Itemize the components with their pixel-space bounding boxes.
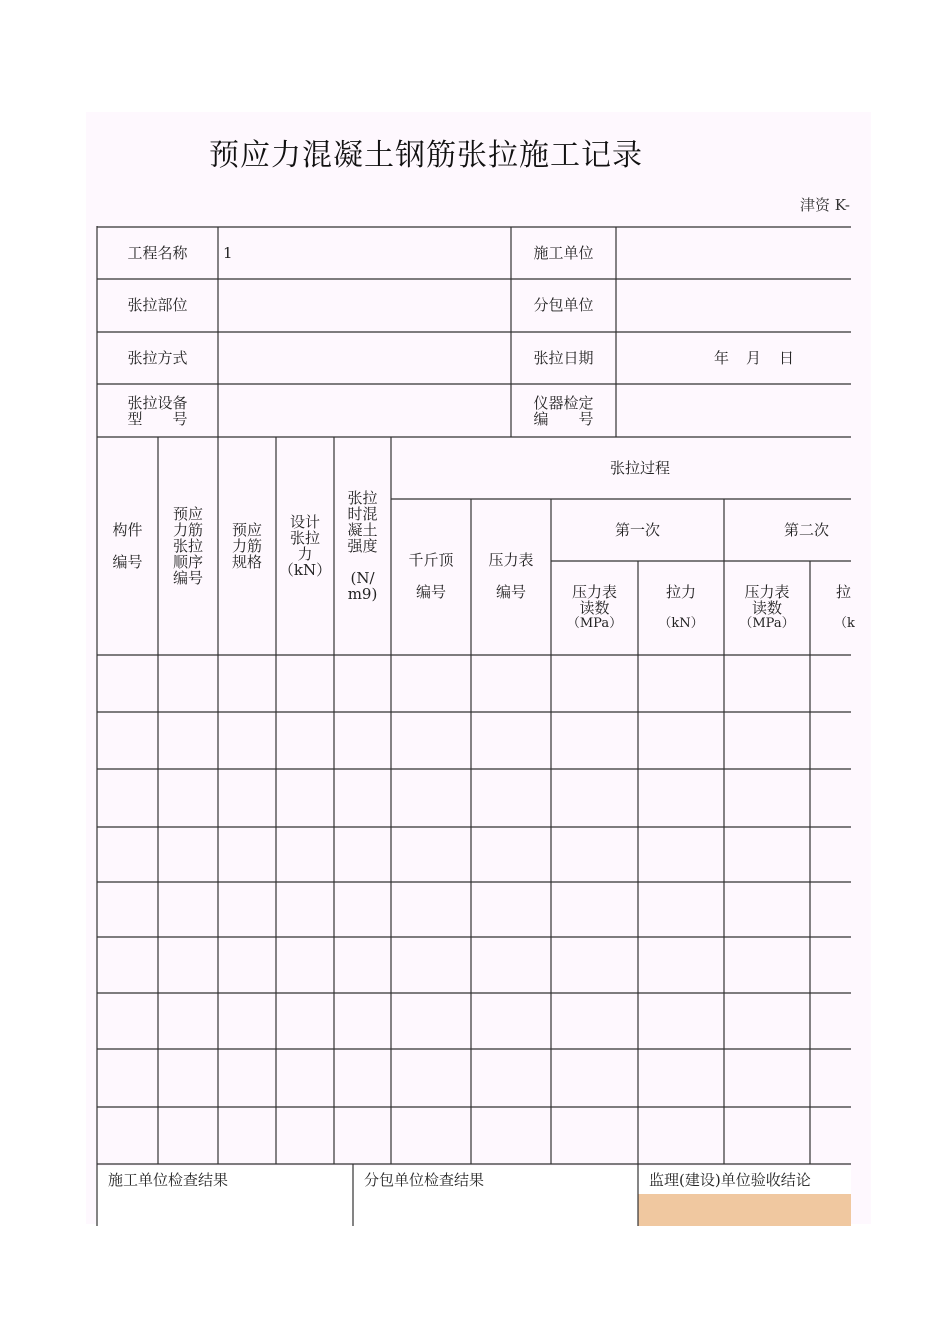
equipment-label-line1: 张拉设备 [127, 394, 188, 412]
second-force-header: 拉 [836, 583, 852, 601]
sequence-header: 顺序 [172, 553, 203, 571]
design-force-header: 力 [297, 545, 313, 563]
instrument-label-line2: 编 号 [533, 410, 594, 428]
form-code: 津资 K- [800, 196, 850, 214]
member-header: 构件 [112, 521, 143, 539]
page-title: 预应力混凝土钢筋张拉施工记录 [209, 138, 643, 173]
gauge-header: 编号 [495, 583, 526, 601]
jack-header: 千斤顶 [408, 551, 454, 569]
second-pass-header: 第二次 [784, 521, 830, 539]
date-year: 年 [714, 349, 730, 367]
first-gauge-reading-header: （MPa） [566, 616, 623, 631]
concrete-strength-header: 张拉 [347, 489, 378, 507]
tension-date-label: 张拉日期 [533, 349, 594, 367]
sequence-header: 编号 [172, 569, 203, 587]
construction-unit-label: 施工单位 [533, 244, 594, 262]
sequence-header: 预应 [172, 505, 203, 523]
concrete-strength-unit: m9) [347, 585, 378, 603]
subcontract-unit-label: 分包单位 [533, 296, 594, 314]
jack-header: 编号 [415, 583, 446, 601]
spec-header: 规格 [231, 553, 262, 571]
first-force-header: （kN） [658, 616, 704, 631]
design-force-header: 张拉 [289, 529, 320, 547]
second-gauge-reading-header: 压力表 [744, 583, 790, 601]
project-name-label: 工程名称 [127, 244, 188, 262]
design-force-header: （kN） [278, 561, 332, 579]
spec-header: 预应 [231, 521, 262, 539]
date-month: 月 [746, 349, 762, 367]
instrument-label-line1: 仪器检定 [533, 394, 594, 412]
tension-method-label: 张拉方式 [127, 349, 188, 367]
subcontract-check-result: 分包单位检查结果 [364, 1171, 485, 1189]
second-gauge-reading-header: （MPa） [739, 616, 795, 631]
construction-check-result: 施工单位检查结果 [108, 1171, 229, 1189]
date-day: 日 [779, 349, 795, 367]
concrete-strength-unit: (N/ [350, 569, 375, 587]
first-force-header: 拉力 [665, 583, 696, 601]
sequence-header: 张拉 [172, 537, 203, 555]
concrete-strength-header: 强度 [347, 537, 378, 555]
design-force-header: 设计 [289, 513, 320, 531]
concrete-strength-header: 凝土 [347, 521, 378, 539]
spec-header: 力筋 [231, 537, 262, 555]
project-name-value[interactable]: 1 [223, 244, 233, 262]
first-pass-header: 第一次 [614, 521, 660, 539]
tension-part-label: 张拉部位 [127, 296, 188, 314]
record-table [96, 226, 855, 1226]
first-gauge-reading-header: 读数 [579, 599, 610, 617]
second-force-header: （k [834, 616, 855, 631]
first-gauge-reading-header: 压力表 [571, 583, 617, 601]
process-header: 张拉过程 [610, 459, 671, 477]
equipment-label-line2: 型 号 [127, 410, 188, 428]
sequence-header: 力筋 [172, 521, 203, 539]
table-grid [96, 226, 851, 1226]
concrete-strength-header: 时混 [347, 505, 378, 523]
supervision-conclusion: 监理(建设)单位验收结论 [649, 1171, 811, 1189]
gauge-header: 压力表 [488, 551, 534, 569]
member-header: 编号 [112, 553, 143, 571]
second-gauge-reading-header: 读数 [751, 599, 782, 617]
